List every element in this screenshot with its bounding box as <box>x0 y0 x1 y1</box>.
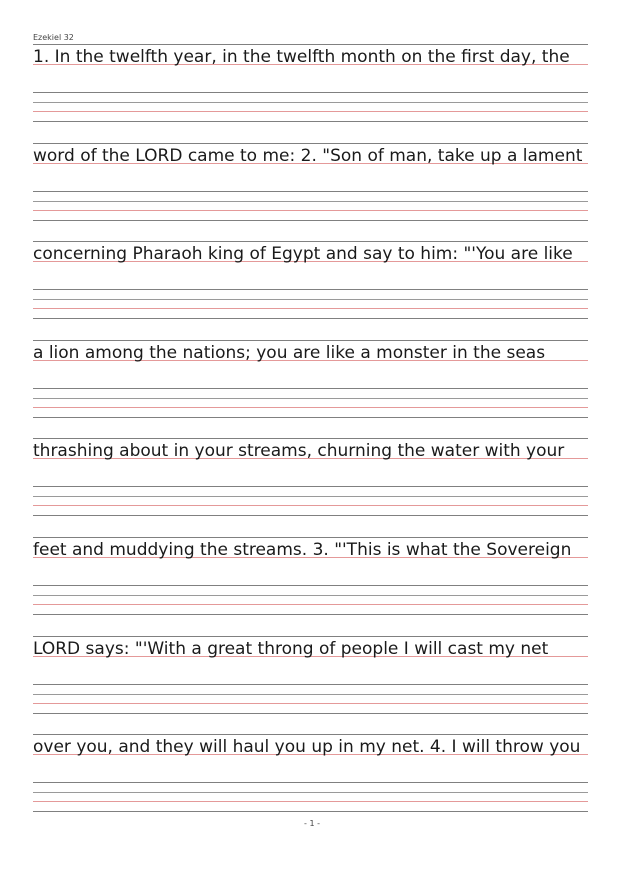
text-block <box>33 144 593 243</box>
practice-text-line: a lion among the nations; you are like a monster in the seas <box>33 343 546 363</box>
practice-text-line: thrashing about in your streams, churning the water with your <box>33 441 565 461</box>
text-block <box>33 341 593 440</box>
page-header-title: Ezekiel 32 <box>33 33 74 42</box>
practice-text-line: 1. In the twelfth year, in the twelfth month on the first day, the <box>33 47 570 67</box>
text-block <box>33 538 593 637</box>
page-number: - 1 - <box>304 819 320 828</box>
practice-text-line: LORD says: "'With a great throng of people I will cast my net <box>33 639 549 659</box>
practice-text-line: over you, and they will haul you up in my net. 4. I will throw you <box>33 737 581 757</box>
practice-text-line: concerning Pharaoh king of Egypt and say to him: "'You are like <box>33 244 573 264</box>
text-block <box>33 45 593 144</box>
text-block <box>33 637 593 736</box>
practice-text-line: feet and muddying the streams. 3. "'This is what the Sovereign <box>33 540 572 560</box>
text-block <box>33 242 593 341</box>
text-block <box>33 439 593 538</box>
practice-text-line: word of the LORD came to me: 2. "Son of man, take up a lament <box>33 146 583 166</box>
